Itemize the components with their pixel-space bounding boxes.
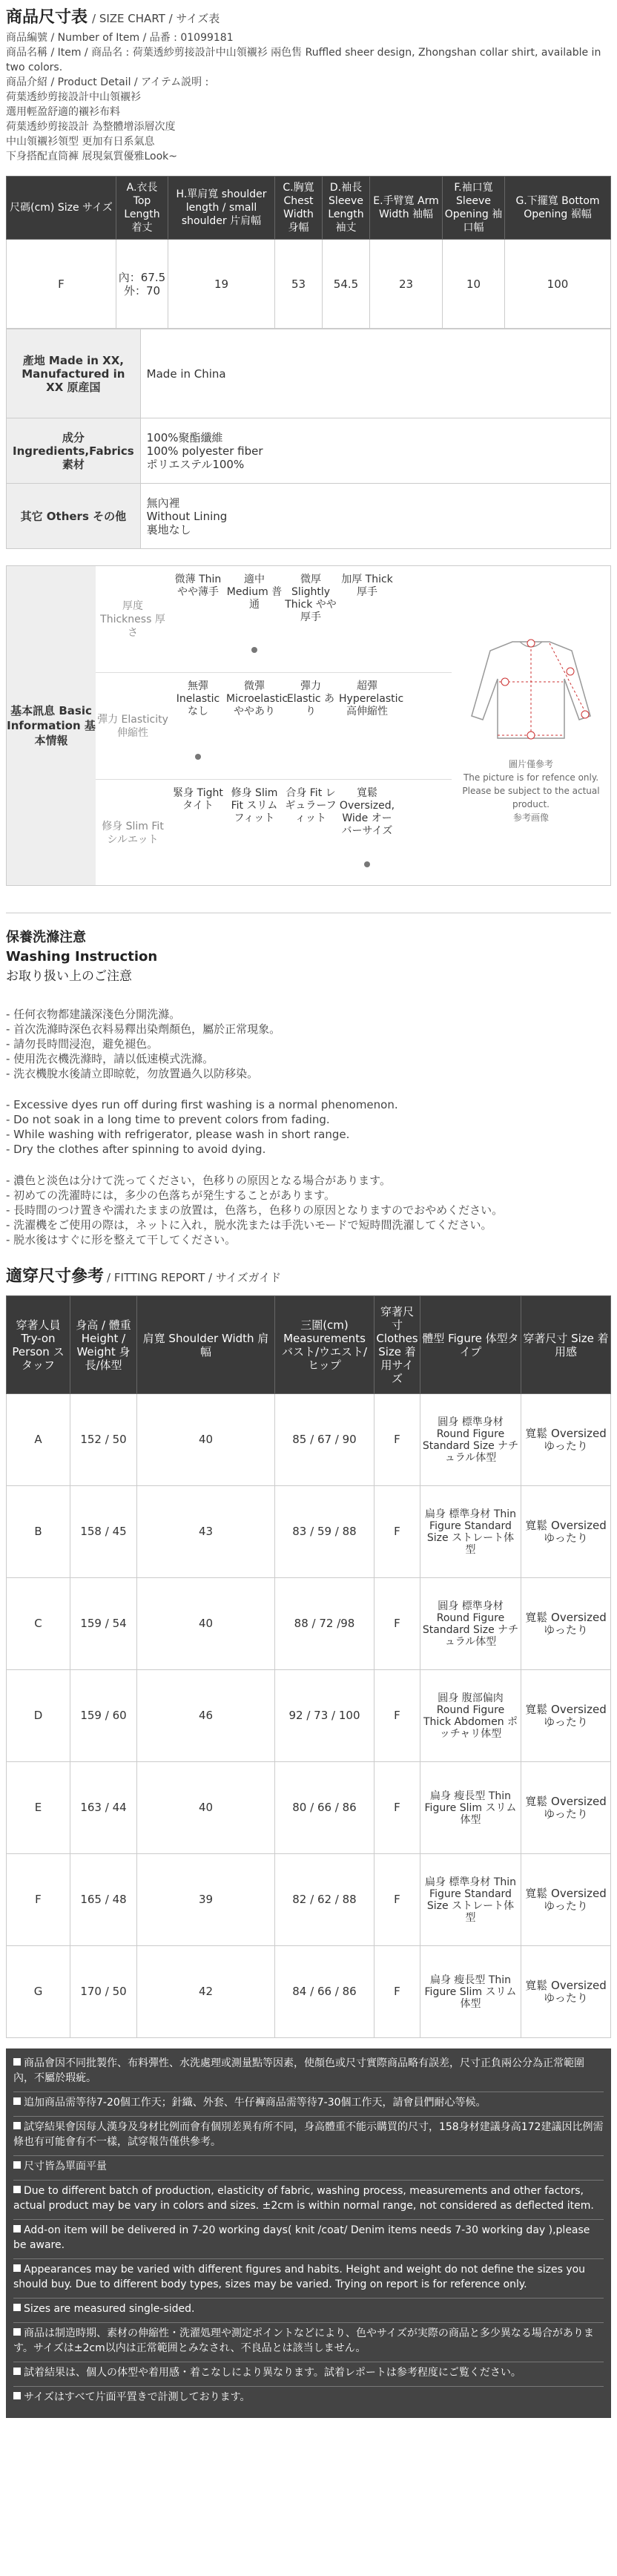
fitting-cell: 圓身 標準身材 Round Figure Standard Size ナチュラル体型 (420, 1578, 521, 1670)
option-label: 加厚 Thick 厚手 (341, 574, 393, 598)
product-detail-line: 中山領襯衫領型 更加有日系氣息 (6, 136, 155, 148)
square-bullet-icon (13, 2161, 21, 2169)
fit-header-person: 穿著人員 Try-on Person スタッフ (7, 1296, 70, 1394)
fitting-cell: 85 / 67 / 90 (275, 1394, 375, 1486)
fitting-cell: 170 / 50 (70, 1946, 137, 2038)
fabric-value (140, 418, 610, 484)
others-value-line: 裏地なし (146, 522, 191, 536)
others-value-line: Without Lining (146, 509, 228, 523)
others-row (7, 484, 611, 549)
size-cell: 100 (505, 240, 611, 329)
washing-line: - 濃色と淡色は分けて洗ってください，色移りの原因となる場合があります。 (6, 1174, 391, 1187)
fitting-cell: 152 / 50 (70, 1394, 137, 1486)
fit-header-shoulder: 肩寬 Shoulder Width 肩幅 (137, 1296, 275, 1394)
note-item (13, 2156, 604, 2181)
fitting-cell: 寬鬆 Oversized ゆったり (521, 1946, 611, 2038)
fitting-rows (7, 1394, 611, 2038)
washing-title-cn: 保養洗滌注意 (6, 930, 86, 945)
size-cell: 19 (168, 240, 275, 329)
size-chart-title (6, 4, 611, 27)
fitting-cell: E (7, 1762, 70, 1854)
note-text: 商品會因不同批製作、布料彈性、水洗處理或測量點等因素，使顏色或尺寸實際商品略有誤差，尺寸正負兩公分為正常範圍內，不屬於瑕疵。 (13, 2057, 584, 2084)
origin-label: 產地 Made in XX, Manufactured in XX 原産国 (7, 329, 141, 418)
size-header-arm: E.手臂寬 Arm Width 袖幅 (370, 177, 443, 240)
square-bullet-icon (13, 2328, 21, 2336)
fitting-row (7, 1762, 611, 1854)
fitting-title-sub: / FITTING REPORT / サイズガイド (107, 1271, 282, 1284)
option-label: 緊身 Tight タイト (173, 787, 223, 812)
thickness-row (96, 566, 452, 673)
fitting-cell: B (7, 1486, 70, 1578)
square-bullet-icon (13, 2264, 21, 2272)
size-cell: 23 (370, 240, 443, 329)
thickness-thin (170, 566, 226, 672)
option-label: 超彈 Hyperelastic 高伸縮性 (339, 680, 404, 717)
item-number: 商品編號 / Number of Item / 品番 : 01099181 (6, 32, 234, 44)
size-header-size: 尺碼(cm) Size サイズ (7, 177, 116, 240)
item-name: 商品名稱 / Item / 商品名 : 荷葉透紗剪接設計中山領襯衫 兩色售 Ruffled sheer design, Zhongshan collar shirt, available in two colors. (6, 47, 601, 73)
fitting-row (7, 1578, 611, 1670)
square-bullet-icon (13, 2392, 21, 2399)
fitting-cell: 88 / 72 /98 (275, 1578, 375, 1670)
fitting-cell: F (375, 1578, 420, 1670)
fitting-cell: 158 / 45 (70, 1486, 137, 1578)
fitting-cell: 163 / 44 (70, 1762, 137, 1854)
fitting-cell: F (7, 1854, 70, 1946)
elasticity-hyperelastic (339, 673, 404, 779)
note-item (13, 2220, 604, 2259)
fit-header-measurements: 三圍(cm) Measurements バスト/ウエスト/ヒップ (275, 1296, 375, 1394)
note-item (13, 2259, 604, 2299)
thickness-slightly-thick (283, 566, 339, 672)
size-header-sleeve-opening: F.袖口寬 Sleeve Opening 袖口幅 (443, 177, 505, 240)
fit-regular (283, 780, 339, 887)
square-bullet-icon (13, 2368, 21, 2375)
washing-line: - 請勿長時間浸泡，避免褪色。 (6, 1037, 159, 1051)
washing-line: - 洗衣機脫水後請立即晾乾，勿放置過久以防移染。 (6, 1067, 259, 1080)
basic-information-label: 基本訊息 Basic Information 基本情報 (7, 566, 96, 885)
size-header-shoulder: H.單肩寬 shoulder length / small shoulder 片肩幅 (168, 177, 275, 240)
caption-line: Please be subject to the actual product. (462, 786, 600, 809)
fitting-row (7, 1670, 611, 1762)
fitting-row (7, 1394, 611, 1486)
option-label: 微彈 Microelastic ややあり (226, 680, 288, 717)
fitting-cell: F (375, 1670, 420, 1762)
fabric-label: 成分 Ingredients,Fabrics 素材 (7, 418, 141, 484)
fit-tight (170, 780, 226, 887)
fit-slim (226, 780, 283, 887)
origin-row (7, 329, 611, 418)
fitting-cell: F (375, 1854, 420, 1946)
fabric-value-line: ポリエステル100% (146, 457, 245, 471)
square-bullet-icon (13, 2304, 21, 2311)
fitting-cell: 46 (137, 1670, 275, 1762)
washing-title (6, 913, 611, 986)
washing-group-cn (6, 1007, 611, 1081)
fitting-cell: 扁身 瘦長型 Thin Figure Slim スリム体型 (420, 1946, 521, 2038)
fit-oversized (339, 780, 395, 887)
product-info-table (6, 329, 611, 549)
size-table-header (7, 177, 611, 240)
others-value (140, 484, 610, 549)
size-header-length: A.衣長 Top Length 着丈 (116, 177, 168, 240)
fitting-title-main: 適穿尺寸參考 (6, 1267, 105, 1286)
basic-information (6, 565, 611, 886)
note-text: サイズはすべて片面平置きで計測しております。 (24, 2391, 251, 2403)
square-bullet-icon (13, 2225, 21, 2232)
fitting-cell: 寬鬆 Oversized ゆったり (521, 1486, 611, 1578)
size-table (6, 176, 611, 329)
fitting-cell: 43 (137, 1486, 275, 1578)
fitting-cell: F (375, 1946, 420, 2038)
fabric-row (7, 418, 611, 484)
others-label: 其它 Others その他 (7, 484, 141, 549)
fitting-cell: 寬鬆 Oversized ゆったり (521, 1854, 611, 1946)
note-text: Add-on item will be delivered in 7-20 working days( knit /coat/ Denim items needs 7-30 working day ),please be aware. (13, 2224, 590, 2251)
washing-line: - While washing with refrigerator, please wash in short range. (6, 1128, 350, 1141)
fabric-value-line: 100%聚酯纖維 (146, 430, 223, 444)
size-cell: 內：67.5 外：70 (116, 240, 168, 329)
fitting-cell: 扁身 瘦長型 Thin Figure Slim スリム体型 (420, 1762, 521, 1854)
fitting-header-row (7, 1296, 611, 1394)
fitting-cell: 寬鬆 Oversized ゆったり (521, 1578, 611, 1670)
elasticity-elastic (283, 673, 339, 779)
note-text: 試着結果は、個人の体型や着用感・着こなしにより異なります。試着レポートは参考程度にご覧ください。 (24, 2367, 521, 2379)
elasticity-inelastic (170, 673, 226, 779)
diagram-caption (452, 758, 610, 824)
note-text: 尺寸皆為單面平量 (24, 2161, 107, 2172)
fitting-cell: C (7, 1578, 70, 1670)
fit-label: 修身 Slim Fit シルエット (102, 821, 164, 846)
fitting-cell: G (7, 1946, 70, 2038)
fitting-cell: D (7, 1670, 70, 1762)
elasticity-microelastic (226, 673, 288, 779)
selected-dot-icon (364, 861, 370, 867)
fit-row (96, 780, 452, 887)
fit-header-clothes-size: 穿著尺寸 Clothes Size 着用サイズ (375, 1296, 420, 1394)
fitting-cell: 80 / 66 / 86 (275, 1762, 375, 1854)
notes-panel (6, 2048, 611, 2418)
washing-title-en: Washing Instruction (6, 949, 158, 965)
product-detail-line: 下身搭配直筒褲 展現氣質優雅Look~ (6, 151, 177, 162)
fitting-row (7, 1946, 611, 2038)
fit-header-height: 身高 / 體重 Height / Weight 身長/体型 (70, 1296, 137, 1394)
note-text: Sizes are measured single-sided. (24, 2303, 195, 2315)
washing-line: - 使用洗衣機洗滌時，請以低速模式洗滌。 (6, 1052, 214, 1065)
washing-line: - 任何衣物都建議深淺色分開洗滌。 (6, 1008, 181, 1021)
thickness-medium (226, 566, 283, 672)
washing-instructions (6, 1007, 611, 1247)
note-item (13, 2117, 604, 2156)
size-cell: 53 (275, 240, 323, 329)
fitting-cell: 83 / 59 / 88 (275, 1486, 375, 1578)
fitting-cell: 寬鬆 Oversized ゆったり (521, 1762, 611, 1854)
washing-title-jp: お取り扱い上のご注意 (6, 969, 132, 984)
fit-header-figure: 體型 Figure 体型タイプ (420, 1296, 521, 1394)
basic-information-grid (96, 566, 452, 885)
size-cell: 10 (443, 240, 505, 329)
size-header-sleeve: D.袖長 Sleeve Length 袖丈 (323, 177, 370, 240)
note-item (13, 2181, 604, 2220)
washing-line: - Do not soak in a long time to prevent colors from fading. (6, 1113, 330, 1126)
fitting-cell: 40 (137, 1762, 275, 1854)
fitting-cell: A (7, 1394, 70, 1486)
product-detail-label: 商品介紹 / Product Detail / アイテム説明 : (6, 76, 209, 88)
square-bullet-icon (13, 2186, 21, 2193)
fitting-row (7, 1486, 611, 1578)
note-item (13, 2387, 604, 2411)
washing-line: - 初めての洗濯時には，多少の色落ちが発生することがあります。 (6, 1189, 335, 1202)
fitting-cell: 42 (137, 1946, 275, 2038)
note-text: 商品は制造時期、素材の伸縮性・洗濯処理や測定ポイントなどにより、色やサイズが実際の商品と多少異なる場合があります。サイズは±2cm以内は正常範囲とみなされ、不良品とは該当しません。 (13, 2327, 594, 2354)
caption-line: The picture is for refence only. (463, 772, 599, 783)
selected-dot-icon (195, 754, 201, 760)
fabric-value-line: 100% polyester fiber (146, 444, 263, 458)
fitting-cell: 165 / 48 (70, 1854, 137, 1946)
fitting-cell: 寬鬆 Oversized ゆったり (521, 1394, 611, 1486)
note-item (13, 2092, 604, 2117)
washing-line: - Dry the clothes after spinning to avoid dying. (6, 1143, 266, 1156)
fitting-cell: 圓身 腹部偏肉 Round Figure Thick Abdomen ポッチャリ体型 (420, 1670, 521, 1762)
size-cell: F (7, 240, 116, 329)
option-label: 彈力 Elastic あり (286, 680, 335, 717)
washing-group-en (6, 1097, 611, 1157)
fitting-report-title (6, 1264, 611, 1287)
fitting-cell: 39 (137, 1854, 275, 1946)
washing-line: - 洗濯機をご使用の際は，ネットに入れ，脱水洗または手洗いモードで短時間洗濯してください。 (6, 1218, 492, 1232)
fitting-cell: 40 (137, 1578, 275, 1670)
washing-line: - Excessive dyes run off during first washing is a normal phenomenon. (6, 1098, 398, 1111)
note-item (13, 2299, 604, 2323)
fitting-cell: F (375, 1486, 420, 1578)
note-item (13, 2323, 604, 2362)
option-label: 無彈 Inelastic なし (176, 680, 220, 717)
note-text: Appearances may be varied with different figures and habits. Height and weight do not define the sizes you should buy. Due to different body types, sizes may be varied. Trying on report is for reference only. (13, 2264, 586, 2290)
note-text: 試穿結果會因每人漢身及身材比例而會有個別差異有所不同，身高體重不能示購買的尺寸，158身材建議身高172建議因比例需條也有可能會有不一樣，試穿報告僅供參考。 (13, 2121, 604, 2148)
fitting-table (6, 1295, 611, 2038)
others-value-line: 無內裡 (146, 496, 180, 510)
fitting-cell: 82 / 62 / 88 (275, 1854, 375, 1946)
product-detail-line: 荷葉透紗剪接設計 為整體增添層次度 (6, 121, 176, 133)
fitting-cell: 扁身 標準身材 Thin Figure Standard Size ストレート体型 (420, 1854, 521, 1946)
thickness-thick (339, 566, 395, 672)
garment-diagram (452, 566, 610, 885)
fitting-cell: F (375, 1394, 420, 1486)
shirt-measure-icon (461, 627, 601, 753)
fitting-cell: 92 / 73 / 100 (275, 1670, 375, 1762)
fitting-cell: 扁身 標準身材 Thin Figure Standard Size ストレート体型 (420, 1486, 521, 1578)
fitting-cell: 159 / 60 (70, 1670, 137, 1762)
caption-line: 圖片僅參考 (508, 759, 553, 769)
note-item (13, 2053, 604, 2092)
note-text: 追加商品需等待7-20個工作天；針織、外套、牛仔褲商品需等待7-30個工作天，請會員們耐心等候。 (24, 2097, 486, 2109)
caption-line: 参考画像 (512, 812, 549, 823)
fitting-cell: 圓身 標準身材 Round Figure Standard Size ナチュラル体型 (420, 1394, 521, 1486)
washing-line: - 脱水後はすぐに形を整えて干してください。 (6, 1233, 237, 1246)
option-label: 寬鬆 Oversized, Wide オーバーサイズ (339, 787, 395, 837)
washing-group-jp (6, 1173, 611, 1247)
selected-dot-icon (251, 647, 257, 653)
option-label: 合身 Fit レギュラーフィット (285, 787, 337, 824)
fitting-row (7, 1854, 611, 1946)
size-header-chest: C.胸寬 Chest Width 身幅 (275, 177, 323, 240)
option-label: 適中 Medium 普通 (226, 574, 283, 611)
fit-header-fit: 穿著尺寸 Size 着用感 (521, 1296, 611, 1394)
square-bullet-icon (13, 2097, 21, 2105)
product-intro (6, 30, 611, 164)
size-header-bottom-opening: G.下擺寬 Bottom Opening 裾幅 (505, 177, 611, 240)
fitting-cell: F (375, 1762, 420, 1854)
origin-value-text: Made in China (146, 367, 226, 381)
origin-value (140, 329, 610, 418)
option-label: 修身 Slim Fit スリムフィット (231, 787, 278, 824)
product-detail-line: 選用輕盈舒適的襯衫布料 (6, 106, 120, 118)
elasticity-label: 彈力 Elasticity 伸縮性 (97, 713, 168, 739)
square-bullet-icon (13, 2058, 21, 2066)
thickness-label: 厚度 Thickness 厚さ (100, 599, 165, 639)
size-cell: 54.5 (323, 240, 370, 329)
fitting-cell: 寬鬆 Oversized ゆったり (521, 1670, 611, 1762)
washing-line: - 首次洗滌時深色衣料易釋出染劑顏色，屬於正常現象。 (6, 1022, 281, 1036)
option-label: 微薄 Thin やや薄手 (174, 574, 222, 598)
size-chart-title-main: 商品尺寸表 (6, 8, 88, 27)
option-label: 微厚 Slightly Thick やや厚手 (285, 574, 337, 623)
fitting-cell: 84 / 66 / 86 (275, 1946, 375, 2038)
size-table-row (7, 240, 611, 329)
note-item (13, 2362, 604, 2387)
fitting-cell: 159 / 54 (70, 1578, 137, 1670)
fitting-cell: 40 (137, 1394, 275, 1486)
washing-line: - 長時間のつけ置きや濡れたままの放置は，色落ち，色移りの原因となりますのでおやめください。 (6, 1203, 504, 1217)
elasticity-row (96, 673, 452, 780)
size-chart-title-sub: / SIZE CHART / サイズ表 (92, 12, 220, 25)
note-text: Due to different batch of production, elasticity of fabric, washing process, measurements and other factors, actual product may be vary in colors and sizes. ±2cm is within normal range, not considered as deflected item. (13, 2185, 594, 2212)
square-bullet-icon (13, 2122, 21, 2129)
product-detail-line: 荷葉透紗剪接設計中山領襯衫 (6, 91, 141, 103)
